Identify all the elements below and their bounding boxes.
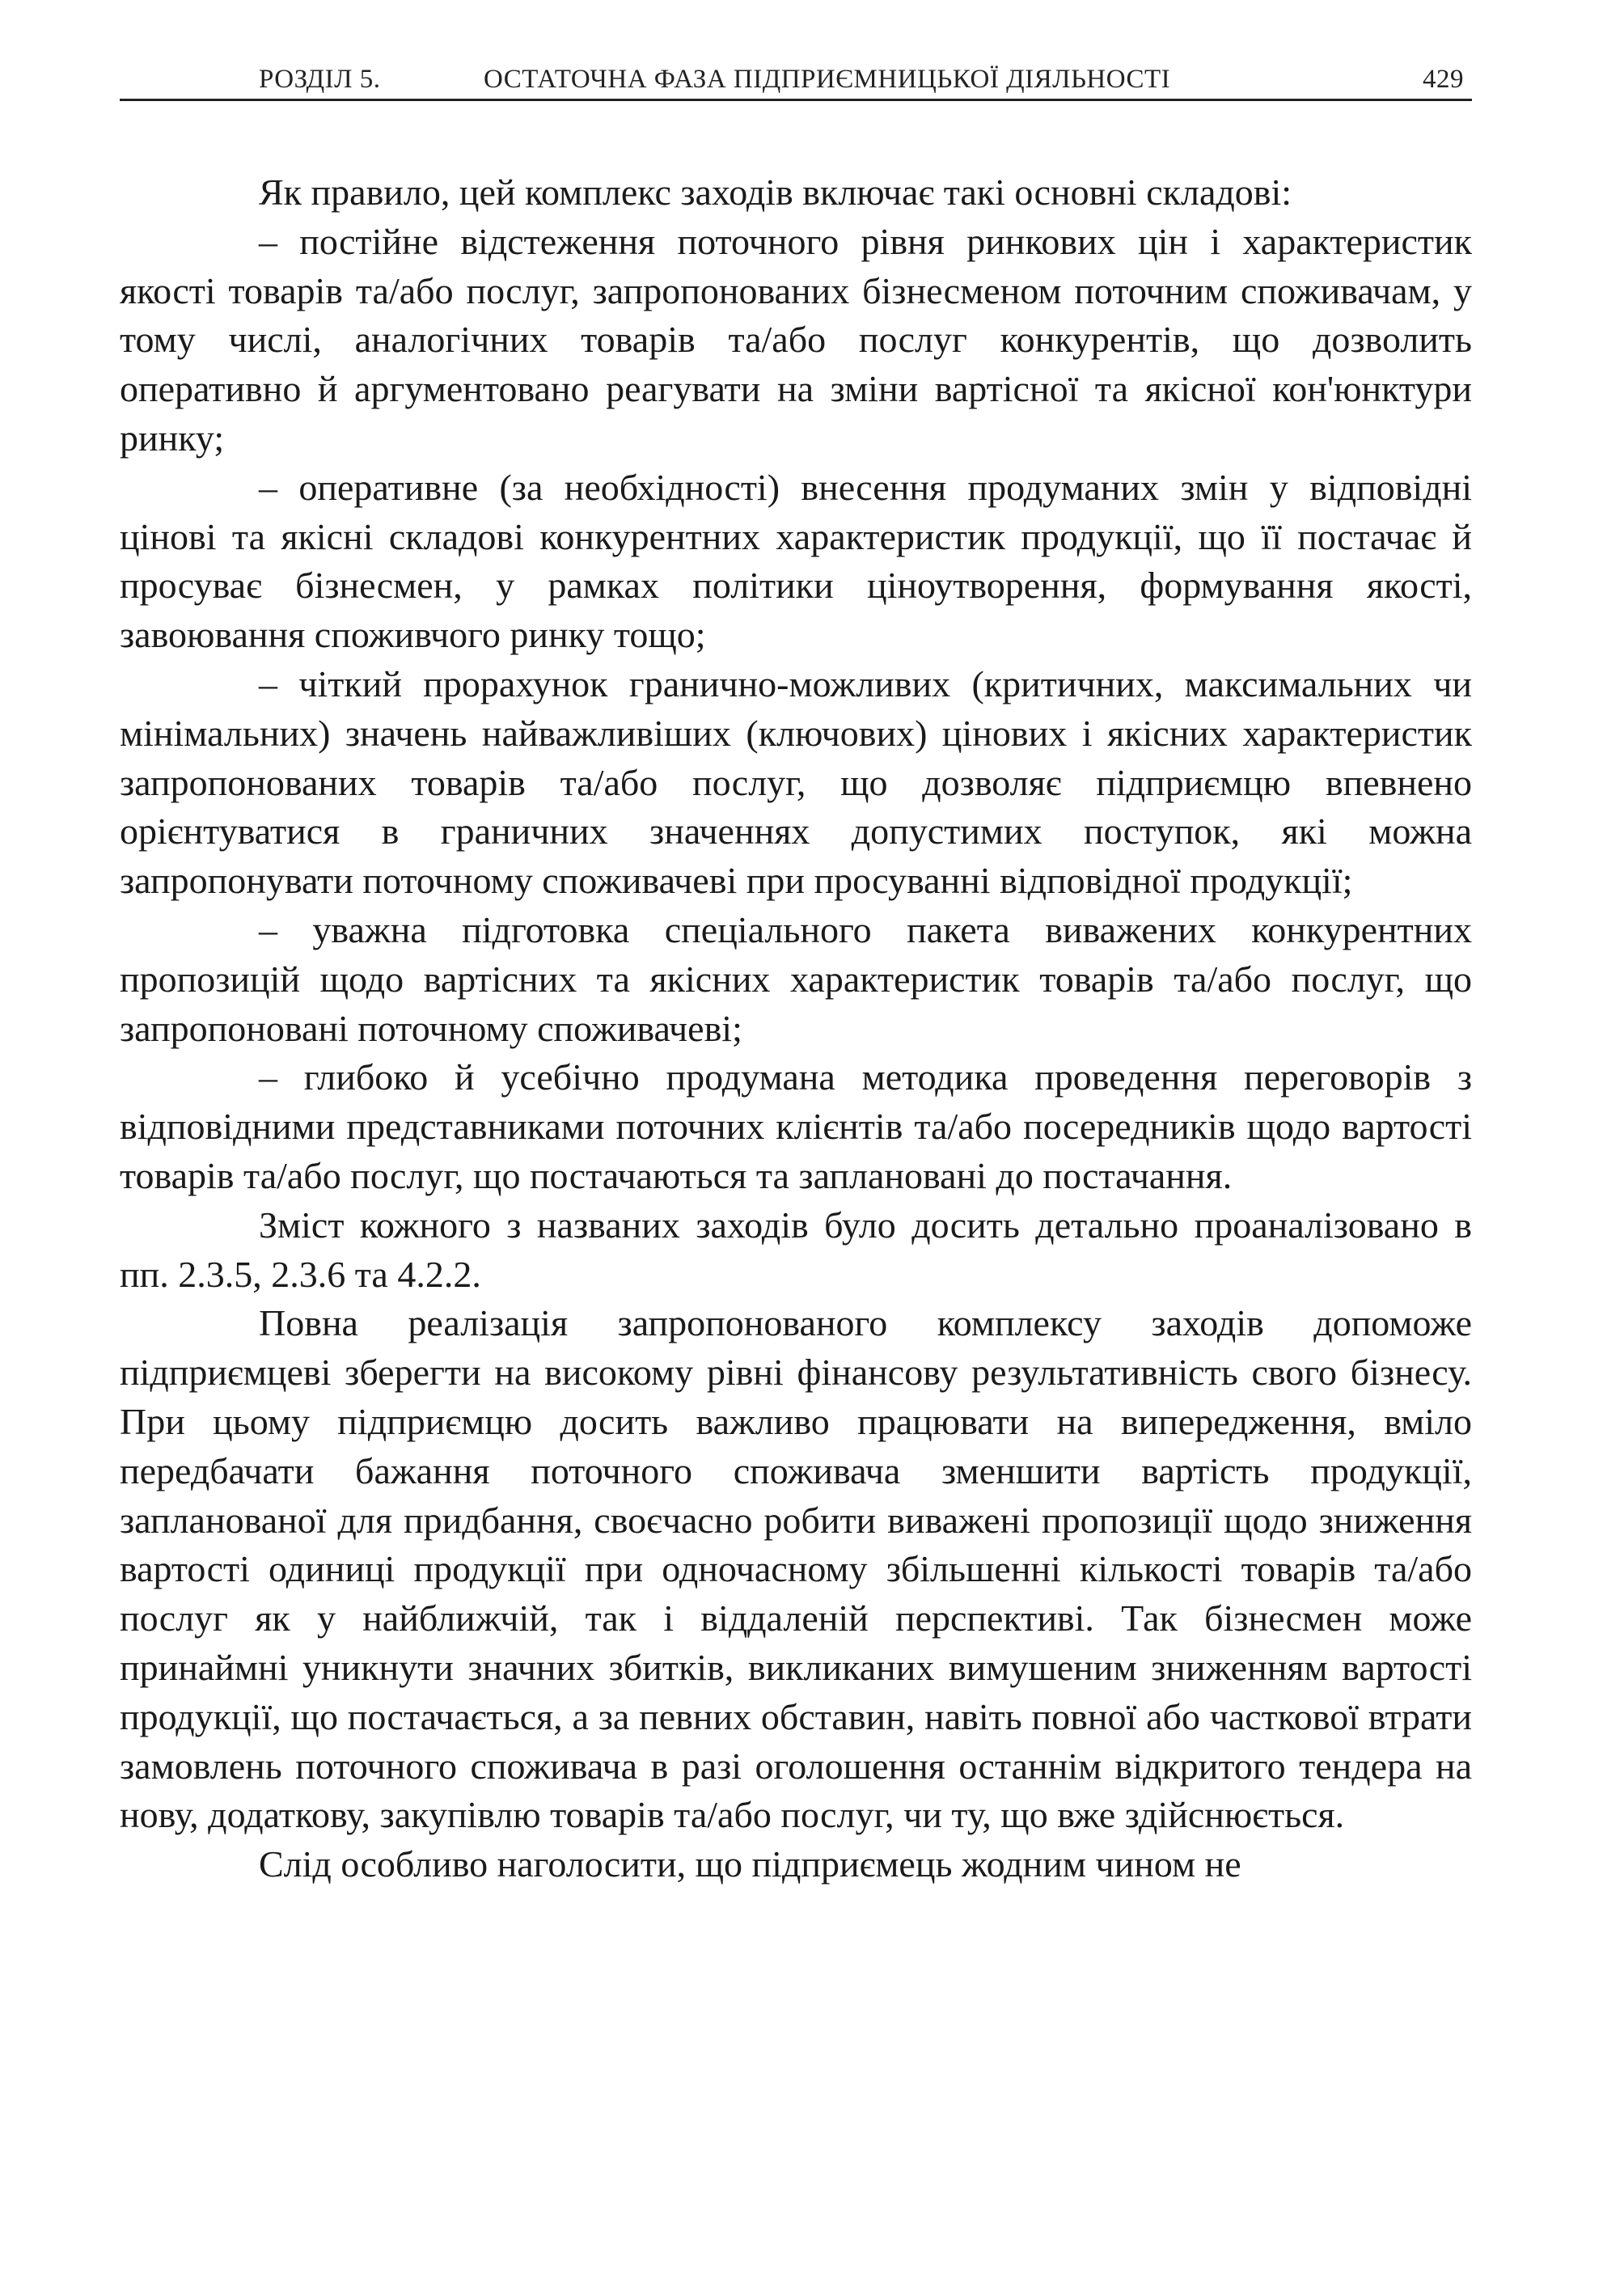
list-item-limit-calculation: – чіткий прорахунок гранично-можливих (критичних, максимальних чи мінімальних) значень найважливіших (ключових) цінових і якісних характеристик запропонованих товарів та/або послуг, що дозволяє підприємцю впевнено орієнтуватися в граничних значеннях допустимих поступок, які можна запропонувати поточному споживачеві при просуванні відповідної продукції;	[120, 662, 1472, 902]
list-item-price-monitoring: – постійне відстеження поточного рівня ринкових цін і характеристик якості товарів та/або послуг, запропонованих бізнесменом поточним споживачам, у тому числі, аналогічних товарів та/або послуг конкурентів, що дозволить оперативно й аргументовано реагувати на зміни вартісної та якісної кон'юнктури ринку;	[120, 220, 1472, 459]
body-text	[120, 168, 1472, 1889]
chapter-label: РОЗДІЛ 5.	[259, 65, 381, 94]
page-number: 429	[1423, 65, 1464, 94]
paragraph-closing: Слід особливо наголосити, що підприємець жодним чином не	[259, 1843, 1241, 1885]
header-divider	[120, 99, 1472, 101]
chapter-title: ОСТАТОЧНА ФАЗА ПІДПРИЄМНИЦЬКОЇ ДІЯЛЬНОСТІ	[484, 65, 1171, 94]
paragraph-references: Зміст кожного з названих заходів було досить детально проаналізовано в пп. 2.3.5, 2.3.6 та 4.2.2.	[120, 1204, 1472, 1295]
paragraph-implementation: Повна реалізація запропонованого комплексу заходів допоможе підприємцеві зберегти на високому рівні фінансову результативність свого бізнесу. При цьому підприємцю досить важливо працювати на випередження, вміло передбачати бажання поточного споживача зменшити вартість продукції, запланованої для придбання, своєчасно робити виважені пропозиції щодо зниження вартості одиниці продукції при одночасному збільшенні кількості товарів та/або послуг як у найближчій, так і віддаленій перспективі. Так бізнесмен може принаймні уникнути значних збитків, викликаних вимушеним зниженням вартості продукції, що постачається, а за певних обставин, навіть повної або часткової втрати замовлень поточного споживача в разі оголошення останнім відкритого тендера на нову, додаткову, закупівлю товарів та/або послуг, чи ту, що вже здійснюється.	[120, 1302, 1472, 1836]
running-header	[120, 58, 1472, 99]
paragraph-intro: Як правило, цей комплекс заходів включає такі основні складові:	[259, 171, 1292, 213]
list-item-negotiation-method: – глибоко й усебічно продумана методика проведення переговорів з відповідними представниками поточних клієнтів та/або посередників щодо вартості товарів та/або послуг, що постачаються та заплановані до постачання.	[120, 1056, 1472, 1196]
list-item-operational-changes: – оперативне (за необхідності) внесення продуманих змін у відповідні цінові та якісні складові конкурентних характеристик продукції, що її постачає й просуває бізнесмен, у рамках політики ціноутворення, формування якості, завоювання споживчого ринку тощо;	[120, 466, 1472, 656]
list-item-offer-package: – уважна підготовка спеціального пакета виважених конкурентних пропозицій щодо вартісних та якісних характеристик товарів та/або послуг, що запропоновані поточному споживачеві;	[120, 908, 1472, 1049]
